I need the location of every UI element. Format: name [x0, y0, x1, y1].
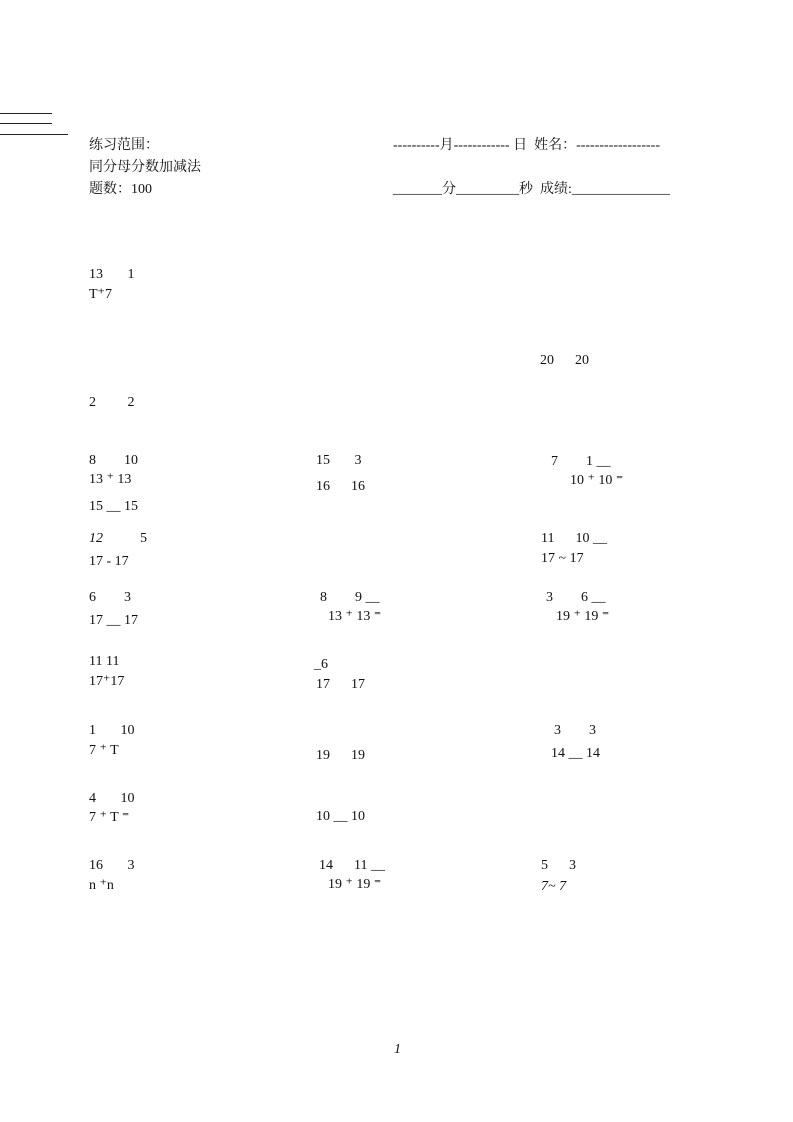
- problem-19-line-2: n ⁺n: [89, 878, 114, 893]
- problem-11-line-2: 19 ⁺ 19 ⁼: [556, 609, 610, 624]
- problem-9-line-1: 6 3: [89, 590, 131, 605]
- problem-14-line-2: 7 ⁺ T: [89, 743, 119, 758]
- date-name-line: ----------月------------ 日 姓名：------------------: [393, 138, 660, 153]
- problem-10-line-2: 13 ⁺ 13 ⁼: [328, 609, 382, 624]
- problem-3-line-1: 2 2: [89, 395, 135, 410]
- problem-4-line-3: 15 __ 15: [89, 499, 138, 514]
- problem-1-line-2: T⁺7: [89, 287, 112, 302]
- problem-12-line-1: 11 11: [89, 654, 120, 669]
- problem-7-numerator-a: 12: [89, 531, 103, 546]
- problem-21-line-1: 5 3: [541, 858, 576, 873]
- problem-18-line-1: 10 __ 10: [316, 809, 365, 824]
- problem-16-line-2: 14 __ 14: [551, 746, 600, 761]
- problem-21-line-2: 7~ 7: [541, 879, 567, 894]
- problem-7-line-2: 17 - 17: [89, 554, 129, 569]
- problem-15-line-1: 19 19: [316, 748, 365, 763]
- problem-4-line-1: 8 10: [89, 453, 138, 468]
- problem-17-line-1: 4 10: [89, 791, 135, 806]
- count-label: 题数：100: [89, 182, 152, 197]
- problem-20-line-2: 19 ⁺ 19 ⁼: [328, 877, 382, 892]
- problem-8-line-1: 11 10 __: [541, 531, 607, 546]
- problem-16-line-1: 3 3: [554, 723, 596, 738]
- problem-6-line-1: 7 1 __: [551, 454, 611, 469]
- problem-2-line-1: 20 20: [540, 353, 589, 368]
- top-left-rule-2: [0, 123, 52, 124]
- problem-8-line-2: 17 ~ 17: [541, 551, 584, 566]
- problem-17-line-2: 7 ⁺ T ⁼: [89, 810, 130, 825]
- time-score-line: _______分_________秒 成绩:______________: [393, 182, 670, 197]
- problem-19-line-1: 16 3: [89, 858, 135, 873]
- problem-5-line-2: 16 16: [316, 479, 365, 494]
- problem-13-line-2: 17 17: [316, 677, 365, 692]
- page-number: 1: [394, 1042, 401, 1057]
- problem-7-numerator-b: 5: [140, 531, 147, 546]
- problem-13-line-1: _6: [314, 657, 328, 672]
- problem-12-line-2: 17⁺17: [89, 674, 125, 689]
- problem-11-line-1: 3 6 __: [546, 590, 606, 605]
- problem-10-line-1: 8 9 __: [320, 590, 380, 605]
- problem-1-line-1: 13 1: [89, 267, 135, 282]
- problem-14-line-1: 1 10: [89, 723, 135, 738]
- problem-6-line-2: 10 ⁺ 10 ⁼: [570, 473, 624, 488]
- problem-5-line-1: 15 3: [316, 453, 362, 468]
- problem-9-line-2: 17 __ 17: [89, 613, 138, 628]
- top-left-rule-3: [0, 134, 68, 135]
- problem-20-line-1: 14 11 __: [319, 858, 385, 873]
- problem-4-line-2: 13 ⁺ 13: [89, 472, 132, 487]
- topic-title: 同分母分数加减法: [89, 160, 201, 175]
- range-label: 练习范围：: [89, 138, 159, 153]
- top-left-rule-1: [0, 113, 52, 114]
